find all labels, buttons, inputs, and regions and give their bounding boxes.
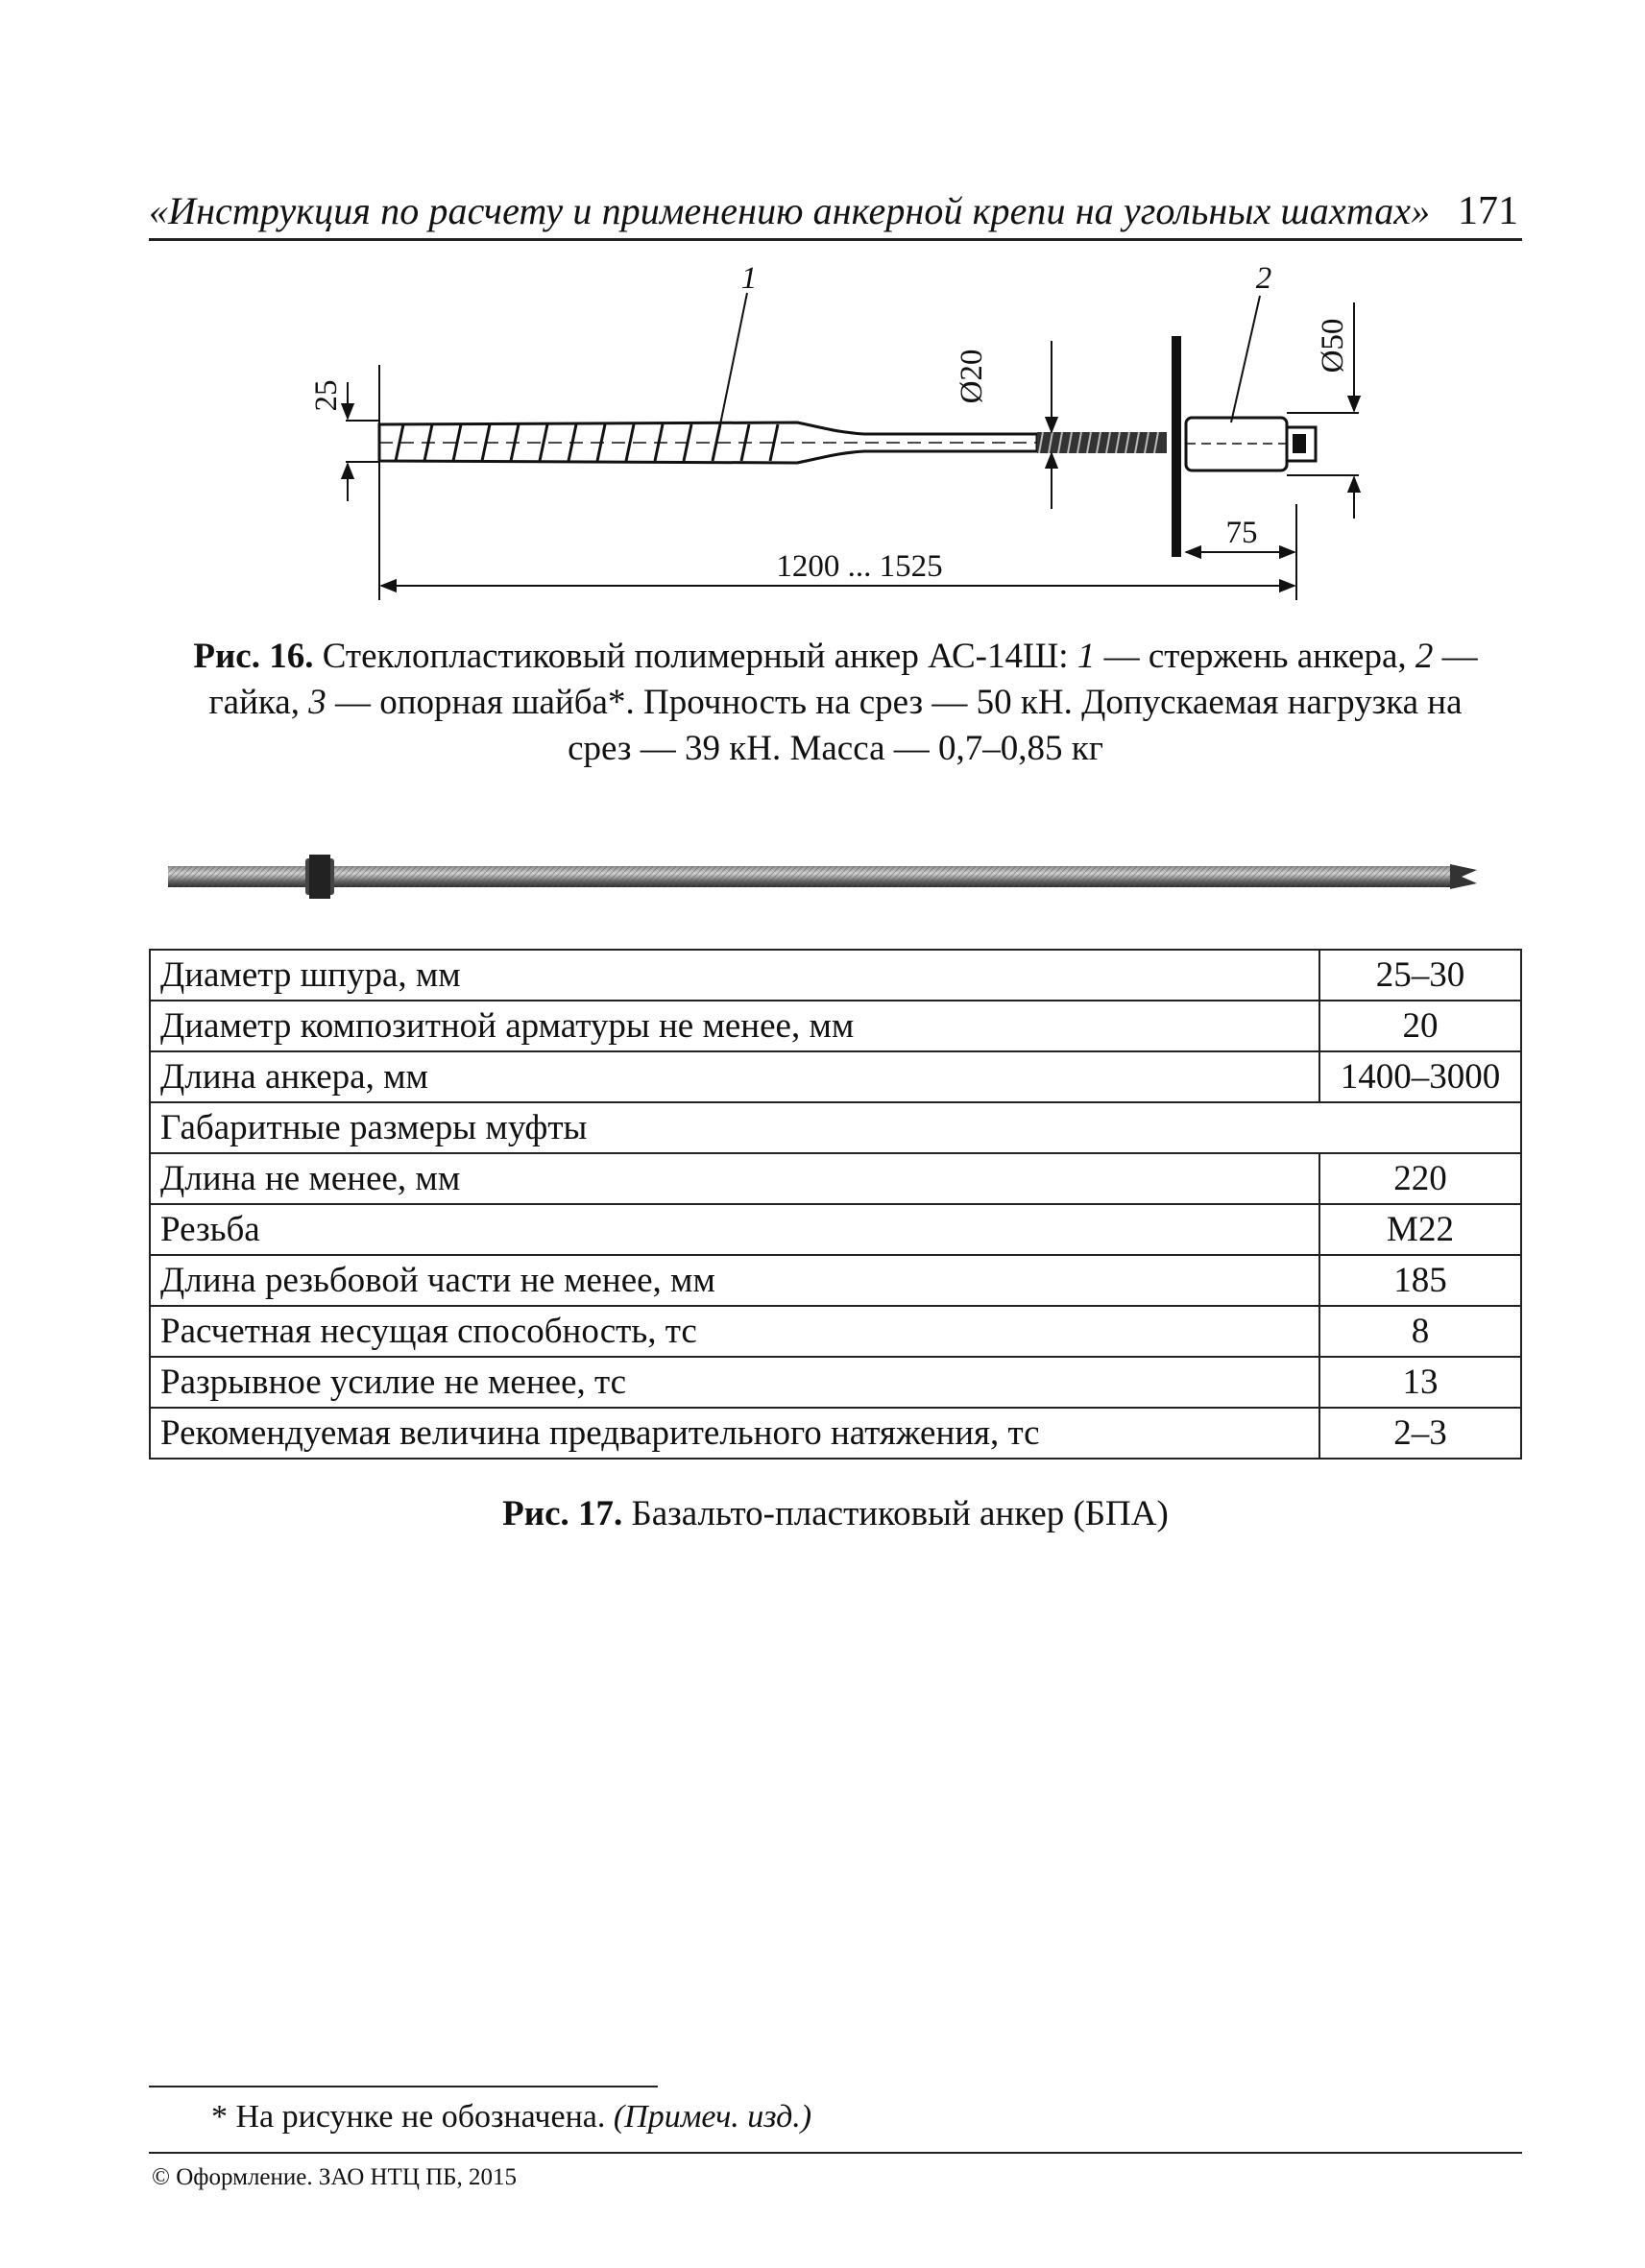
figure-16-label: Рис. 16. (193, 637, 314, 676)
figure-17-caption-text: Базальто-пластиковый анкер (БПА) (622, 1494, 1169, 1533)
figure-16-caption-part-a: Стеклопластиковый полимерный анкер АС-14Ш: (313, 637, 1077, 676)
table-row (150, 1204, 1521, 1255)
table-row (150, 1001, 1521, 1051)
running-header-title: «Инструкция по расчету и применению анкерной крепи на угольных шахтах» (149, 189, 1431, 232)
dimension-length-label: 1200 ... 1525 (776, 549, 943, 584)
spec-value: М22 (1319, 1204, 1521, 1255)
table-row (150, 1051, 1521, 1102)
spec-label: Разрывное усилие не менее, тс (150, 1357, 1319, 1408)
figure-16-anchor-drawing (288, 259, 1402, 624)
spec-value: 20 (1319, 1001, 1521, 1051)
spec-label: Длина не менее, мм (150, 1153, 1319, 1204)
table-row (150, 1408, 1521, 1459)
spec-label: Длина резьбовой части не менее, мм (150, 1255, 1319, 1306)
table-row (150, 1255, 1521, 1306)
callout-2: 2 (1255, 261, 1272, 296)
table-row (150, 1102, 1521, 1153)
spec-value: 185 (1319, 1255, 1521, 1306)
dimension-d50-label: Ø50 (1316, 318, 1350, 374)
dimension-d20-label: Ø20 (955, 349, 989, 404)
footnote-publisher-note: (Примеч. изд.) (613, 2099, 812, 2135)
spec-value: 2–3 (1319, 1408, 1521, 1459)
figure-17-spec-table (149, 949, 1522, 1460)
spec-value: 1400–3000 (1319, 1051, 1521, 1102)
figure-16-caption (192, 634, 1479, 772)
table-row (150, 950, 1521, 1001)
callout-1: 1 (740, 261, 758, 296)
figure-16-caption-part-c: — гайка, (208, 637, 1478, 722)
copyright-divider (149, 2152, 1522, 2154)
footnote-text: * На рисунке не обозначена. (211, 2099, 614, 2135)
footnote (211, 2099, 811, 2135)
footnote-divider (149, 2086, 658, 2087)
figure-17-label: Рис. 17. (502, 1494, 623, 1533)
figure-16-caption-number-2: 2 (1415, 637, 1434, 676)
figure-16-caption-number-3: 3 (308, 683, 327, 722)
spec-value: 25–30 (1319, 950, 1521, 1001)
dimension-25-label: 25 (309, 379, 344, 412)
spec-label: Рекомендуемая величина предварительного натяжения, тс (150, 1408, 1319, 1459)
spec-label: Длина анкера, мм (150, 1051, 1319, 1102)
spec-label: Диаметр шпура, мм (150, 950, 1319, 1001)
dimension-75-label: 75 (1225, 516, 1258, 550)
spec-value: 220 (1319, 1153, 1521, 1204)
figure-16-caption-part-d: — опорная шайба*. Прочность на срез — 50 кН. Допускаемая нагрузка на срез — 39 кН. Масса — 0,7–0,85 кг (326, 683, 1463, 768)
running-header (149, 188, 1522, 241)
spec-label: Расчетная несущая способность, тс (150, 1306, 1319, 1357)
page-number: 171 (1458, 189, 1518, 233)
spec-value: 8 (1319, 1306, 1521, 1357)
spec-label: Диаметр композитной арматуры не менее, мм (150, 1001, 1319, 1051)
spec-label: Резьба (150, 1204, 1319, 1255)
spec-section-heading: Габаритные размеры муфты (150, 1102, 1521, 1153)
table-row (150, 1306, 1521, 1357)
spec-value: 13 (1319, 1357, 1521, 1408)
table-row (150, 1357, 1521, 1408)
copyright-notice: © Оформление. ЗАО НТЦ ПБ, 2015 (152, 2164, 518, 2190)
figure-16-caption-number-1: 1 (1077, 637, 1096, 676)
figure-16-caption-part-b: — стержень анкера, (1095, 637, 1415, 676)
figure-17-anchor-photo (163, 843, 1488, 910)
figure-17-caption (149, 1493, 1522, 1534)
table-row (150, 1153, 1521, 1204)
